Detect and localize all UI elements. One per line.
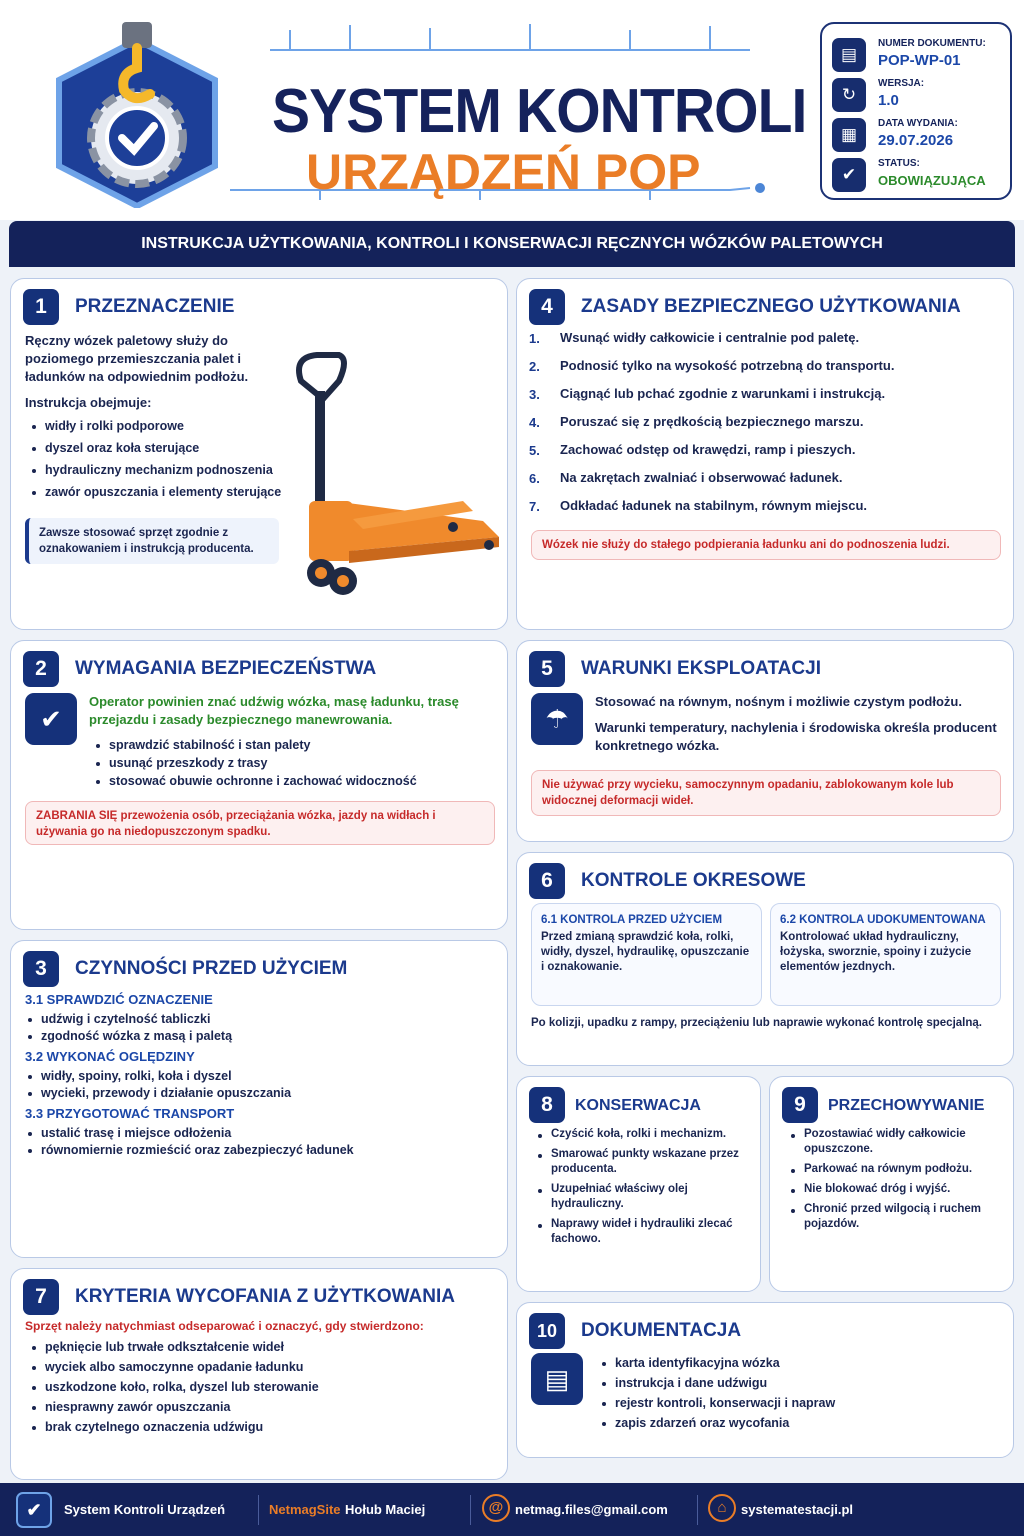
list-item: dyszel oraz koła sterujące — [25, 440, 285, 457]
email-icon: @ — [482, 1494, 510, 1522]
version-label: WERSJA: — [878, 78, 925, 89]
list-item: pęknięcie lub trwałe odkształcenie wideł — [25, 1339, 495, 1356]
list-item: brak czytelnego oznaczenia udźwigu — [25, 1419, 495, 1436]
list-item: zapis zdarzeń oraz wycofania — [595, 1415, 995, 1432]
list-item: niesprawny zawór opuszczania — [25, 1399, 495, 1416]
list-item: usunąć przeszkody z trasy — [89, 755, 489, 772]
usage-note: Zawsze stosować sprzęt zgodnie z oznakowaniem i instrukcją producenta. — [25, 518, 279, 564]
prohibition-warning: ZABRANIA SIĘ przewożenia osób, przeciążania wózka, jazdy na widłach i używania go na niedopuszczonym spadku. — [25, 801, 495, 845]
system-title-line2: URZĄDZEŃ POP — [306, 144, 701, 200]
section-withdrawal-criteria — [10, 1268, 508, 1480]
footer-system-name: System Kontroli Urządzeń — [64, 1502, 226, 1517]
section-title: CZYNNOŚCI PRZED UŻYCIEM — [75, 958, 348, 979]
doc-number-label: NUMER DOKUMENTU: — [878, 38, 986, 49]
section-title: DOKUMENTACJA — [581, 1320, 742, 1341]
status-label: STATUS: — [878, 158, 920, 169]
hook-gear-logo — [50, 18, 225, 208]
list-item: 4. Poruszać się z prędkością bezpiecznego marszu. — [529, 414, 864, 430]
list-item: zgodność wózka z masą i paletą — [21, 1028, 495, 1045]
list-item: stosować obuwie ochronne i zachować widoczność — [89, 773, 489, 790]
group-title: 3.3 PRZYGOTOWAĆ TRANSPORT — [25, 1106, 235, 1121]
subsection-title: 6.1 KONTROLA PRZED UŻYCIEM — [541, 914, 723, 926]
footer-brand: NetmagSite — [269, 1502, 341, 1517]
section-title: ZASADY BEZPIECZNEGO UŻYTKOWANIA — [581, 296, 961, 317]
list-item: widły i rolki podporowe — [25, 418, 285, 435]
purpose-intro: Ręczny wózek paletowy służy do poziomego przemieszczania palet i ładunków na odpowiednim podłożu. — [25, 333, 249, 384]
documented-inspection-box — [770, 903, 1001, 1006]
list-item: Nie blokować dróg i wyjść. — [784, 1182, 1006, 1197]
list-item: karta identyfikacyjna wózka — [595, 1355, 995, 1372]
section-number: 1 — [23, 289, 59, 325]
section-number: 7 — [23, 1279, 59, 1315]
pallet-truck-illustration — [293, 351, 503, 603]
footer-website[interactable]: systematestacji.pl — [741, 1502, 854, 1517]
list-item: wyciek albo samoczynne opadanie ładunku — [25, 1359, 495, 1376]
operator-requirement: Operator powinien znać udźwig wózka, masę ładunku, trasę przejazdu i zasady bezpiecznego manewrowania. — [89, 694, 459, 727]
version-row — [832, 76, 1008, 112]
special-inspection-note: Po kolizji, upadku z rampy, przeciążeniu lub naprawie wykonać kontrolę specjalną. — [531, 1017, 982, 1029]
list-item: rejestr kontroli, konserwacji i napraw — [595, 1395, 995, 1412]
footer-author: Hołub Maciej — [345, 1502, 426, 1517]
check-icon: ✔ — [832, 158, 866, 192]
list-item: 3. Ciągnąć lub pchać zgodnie z warunkami i instrukcją. — [529, 386, 886, 402]
check-shield-icon: ✔ — [16, 1492, 52, 1528]
list-item: Parkować na równym podłożu. — [784, 1162, 1006, 1177]
conditions-text-2: Warunki temperatury, nachylenia i środowiska określa producent konkretnego wózka. — [595, 720, 997, 753]
section-number: 5 — [529, 651, 565, 687]
status-row — [832, 156, 1008, 192]
withdrawal-list — [25, 1339, 495, 1436]
group-title: 3.2 WYKONAĆ OGLĘDZINY — [25, 1049, 195, 1064]
section-pre-use-actions — [10, 940, 508, 1258]
conditions-warning: Nie używać przy wycieku, samoczynnym opadaniu, zablokowanym kole lub widocznej deformacji wideł. — [531, 770, 1001, 816]
list-item: uszkodzone koło, rolka, dyszel lub sterowanie — [25, 1379, 495, 1396]
section-number: 6 — [529, 863, 565, 899]
storage-list — [784, 1127, 1006, 1232]
checkmark-icon: ✔ — [25, 693, 77, 745]
document-list-icon: ▤ — [531, 1353, 583, 1405]
section-number: 2 — [23, 651, 59, 687]
rules-list — [529, 329, 999, 525]
section-number: 3 — [23, 951, 59, 987]
list-item: hydrauliczny mechanizm podnoszenia — [25, 462, 285, 479]
section-safe-use-rules — [516, 278, 1014, 630]
group-list — [21, 1011, 495, 1045]
section-maintenance — [516, 1076, 761, 1292]
issue-date-row — [832, 116, 1008, 152]
header — [0, 0, 1024, 220]
list-item: udźwig i czytelność tabliczki — [21, 1011, 495, 1028]
refresh-icon: ↻ — [832, 78, 866, 112]
pre-use-inspection-box — [531, 903, 762, 1006]
section-documentation — [516, 1302, 1014, 1458]
list-item: zawór opuszczania i elementy sterujące — [25, 484, 285, 501]
scope-heading: Instrukcja obejmuje: — [25, 395, 152, 410]
list-item: Pozostawiać widły całkowicie opuszczone. — [784, 1127, 1006, 1157]
section-title: KONTROLE OKRESOWE — [581, 870, 806, 891]
section-number: 4 — [529, 289, 565, 325]
list-item: widły, spoiny, rolki, koła i dyszel — [21, 1068, 495, 1085]
list-item: Naprawy wideł i hydrauliki zlecać fachowo. — [531, 1217, 753, 1247]
section-title: PRZECHOWYWANIE — [828, 1097, 985, 1114]
subsection-text: Przed zmianą sprawdzić koła, rolki, widły, dyszel, hydraulikę, opuszczanie i oznakowanie. — [541, 931, 750, 973]
section-number: 8 — [529, 1087, 565, 1123]
group-list — [21, 1125, 495, 1159]
home-icon: ⌂ — [708, 1494, 736, 1522]
section-number: 9 — [782, 1087, 818, 1123]
section-title: PRZEZNACZENIE — [75, 296, 235, 317]
list-item: 6. Na zakrętach zwalniać i obserwować ładunek. — [529, 470, 843, 486]
umbrella-icon: ☂ — [531, 693, 583, 745]
scope-list — [25, 418, 285, 501]
status-value: OBOWIĄZUJĄCA — [878, 173, 986, 188]
list-item: instrukcja i dane udźwigu — [595, 1375, 995, 1392]
document-info-panel — [820, 22, 1012, 200]
section-periodic-inspections — [516, 852, 1014, 1066]
list-item: Smarować punkty wskazane przez producenta. — [531, 1147, 753, 1177]
documentation-list — [595, 1355, 995, 1432]
maintenance-list — [531, 1127, 753, 1247]
issue-date-label: DATA WYDANIA: — [878, 118, 958, 129]
section-number: 10 — [529, 1313, 565, 1349]
conditions-text-1: Stosować na równym, nośnym i możliwie czystym podłożu. — [595, 694, 962, 709]
calendar-icon: ▦ — [832, 118, 866, 152]
group-list — [21, 1068, 495, 1102]
doc-number-row — [832, 36, 1008, 72]
list-item: wycieki, przewody i działanie opuszczania — [21, 1085, 495, 1102]
section-title: WARUNKI EKSPLOATACJI — [581, 658, 821, 679]
version-value: 1.0 — [878, 92, 899, 109]
list-item: równomiernie rozmieścić oraz zabezpieczyć ładunek — [21, 1142, 495, 1159]
list-item: 2. Podnosić tylko na wysokość potrzebną do transportu. — [529, 358, 895, 374]
list-item: sprawdzić stabilność i stan palety — [89, 737, 489, 754]
pre-use-groups — [25, 991, 495, 1159]
list-item: ustalić trasę i miejsce odłożenia — [21, 1125, 495, 1142]
section-title: WYMAGANIA BEZPIECZEŃSTWA — [75, 658, 377, 679]
section-safety-requirements — [10, 640, 508, 930]
subsection-title: 6.2 KONTROLA UDOKUMENTOWANA — [780, 914, 986, 926]
section-title: KONSERWACJA — [575, 1097, 701, 1114]
requirements-list — [89, 737, 489, 790]
list-item: 7. Odkładać ładunek na stabilnym, równym miejscu. — [529, 498, 868, 514]
instruction-banner: INSTRUKCJA UŻYTKOWANIA, KONTROLI I KONSERWACJI RĘCZNYCH WÓZKÓW PALETOWYCH — [9, 221, 1015, 267]
subsection-text: Kontrolować układ hydrauliczny, łożyska, sworznie, spoiny i zużycie elementów jezdnych. — [780, 931, 972, 973]
section-purpose — [10, 278, 508, 630]
list-item: 5. Zachować odstęp od krawędzi, ramp i pieszych. — [529, 442, 856, 458]
rules-warning: Wózek nie służy do stałego podpierania ładunku ani do podnoszenia ludzi. — [531, 530, 1001, 560]
issue-date-value: 29.07.2026 — [878, 132, 954, 149]
system-title-line1: SYSTEM KONTROLI — [272, 77, 807, 146]
section-title: KRYTERIA WYCOFANIA Z UŻYTKOWANIA — [75, 1286, 455, 1307]
list-item: Uzupełniać właściwy olej hydrauliczny. — [531, 1182, 753, 1212]
list-item: 1. Wsunąć widły całkowicie i centralnie pod paletę. — [529, 330, 860, 346]
section-storage — [769, 1076, 1014, 1292]
withdrawal-lead: Sprzęt należy natychmiast odseparować i oznaczyć, gdy stwierdzono: — [25, 1319, 424, 1333]
document-icon: ▤ — [832, 38, 866, 72]
group-title: 3.1 SPRAWDZIĆ OZNACZENIE — [25, 992, 213, 1007]
footer — [0, 1483, 1024, 1536]
section-operating-conditions — [516, 640, 1014, 842]
list-item: Chronić przed wilgocią i ruchem pojazdów. — [784, 1202, 1006, 1232]
footer-email[interactable]: netmag.files@gmail.com — [515, 1502, 668, 1517]
doc-number-value: POP-WP-01 — [878, 52, 961, 69]
list-item: Czyścić koła, rolki i mechanizm. — [531, 1127, 753, 1142]
